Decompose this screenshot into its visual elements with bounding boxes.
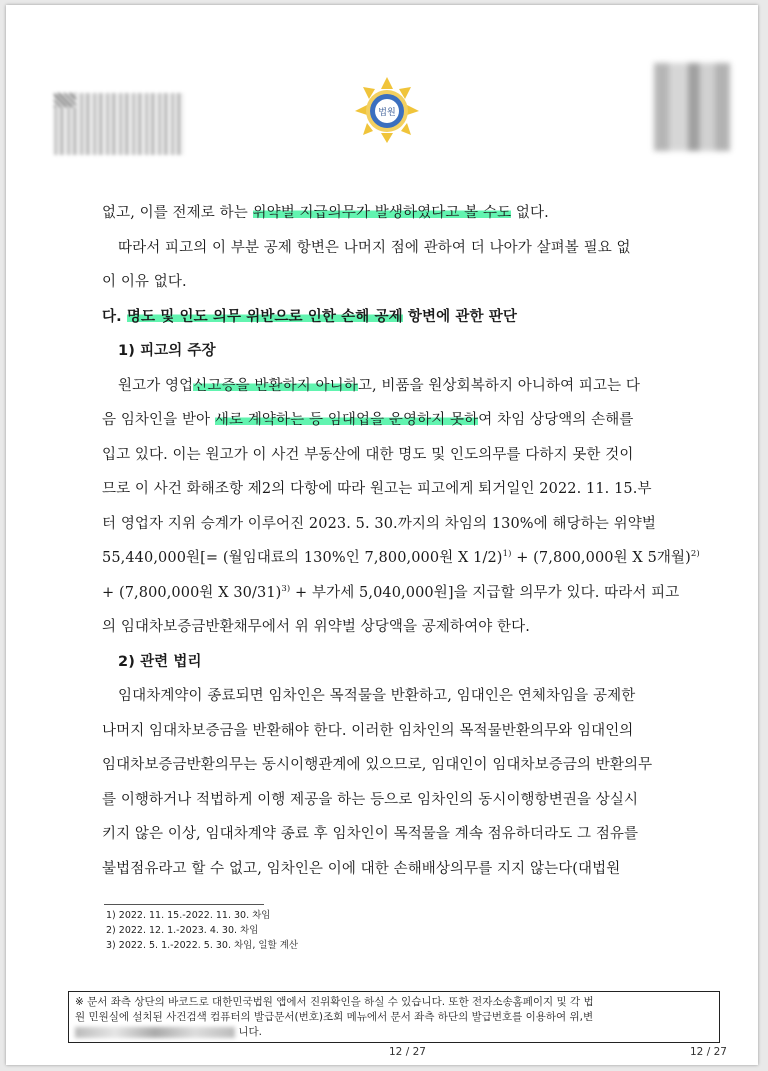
footnote-ref: 3) <box>281 583 291 594</box>
page-number-right: 12 / 27 <box>690 1046 727 1058</box>
paragraph-line: 따라서 피고의 이 부분 공제 항변은 나머지 점에 관하여 더 나아가 살펴볼 필요 없 <box>118 239 631 256</box>
paragraph-line: 원고가 영업신고증을 반환하지 아니하고, 비품을 원상회복하지 아니하여 피고는 다 <box>118 377 641 394</box>
paragraph-line: 입고 있다. 이는 원고가 이 사건 부동산에 대한 명도 및 인도의무를 다하지 못한 것이 <box>102 446 634 463</box>
barcode-blurred <box>54 93 184 155</box>
paragraph-line: 키지 않은 이상, 임대차계약 종료 후 임차인이 목적물을 계속 점유하더라도 그 점유를 <box>102 826 639 842</box>
body-text <box>102 196 700 886</box>
notice-line: 원 민원실에 설치된 사건검색 컴퓨터의 발급문서(번호)조회 메뉴에서 문서 좌측 하단의 발급번호를 이용하여 위,변 <box>75 1011 594 1023</box>
section-heading: 다. 명도 및 인도 의무 위반으로 인한 손해 공제 항변에 관한 판단 <box>102 308 517 325</box>
redacted-issue-number <box>75 1027 235 1038</box>
footnote-ref: 2) <box>690 549 700 560</box>
subsection-heading: 2) 관련 법리 <box>118 653 202 670</box>
verification-notice <box>68 991 720 1043</box>
footnotes <box>106 908 298 953</box>
court-seal-icon <box>353 75 421 145</box>
paragraph-line: 므로 이 사건 화해조항 제2의 다항에 따라 원고는 피고에게 퇴거일인 2022. 11. 15.부 <box>102 481 652 497</box>
footnote: 1) 2022. 11. 15.-2022. 11. 30. 차임 <box>106 910 271 921</box>
paragraph-line: 를 이행하거나 적법하게 이행 제공을 하는 등으로 임차인의 동시이행항변권을 상실시 <box>102 791 639 808</box>
notice-line: ※ 문서 좌측 상단의 바코드로 대한민국법원 앱에서 진위확인을 하실 수 있습니다. 또한 전자소송홈페이지 및 각 법 <box>75 996 594 1008</box>
page-number: 12 / 27 <box>389 1046 426 1058</box>
document-page <box>6 5 758 1065</box>
paragraph-line: 의 임대차보증금반환채무에서 위 위약벌 상당액을 공제하여야 한다. <box>102 619 530 635</box>
paragraph-line: 나머지 임대차보증금을 반환해야 한다. 이러한 임차인의 목적물반환의무와 임대인의 <box>102 722 634 739</box>
svg-text:법원: 법원 <box>378 108 396 118</box>
paragraph-line: + (7,800,000원 X 30/31)$^{3)}$ + 부가세 5,040,000원]을 지급할 의무가 있다. 따라서 피고 <box>102 583 680 601</box>
paragraph-line: 음 임차인을 받아 새로 계약하는 등 임대업을 운영하지 못하여 차임 상당액의 손해를 <box>102 412 634 428</box>
notice-line: 니다. <box>75 1025 713 1040</box>
footnote-divider <box>104 904 264 905</box>
paragraph-line: 임대차보증금반환의무는 동시이행관계에 있으므로, 임대인이 임대차보증금의 반환의무 <box>102 757 653 773</box>
subsection-heading: 1) 피고의 주장 <box>118 343 216 359</box>
paragraph-line: 불법점유라고 할 수 없고, 임차인은 이에 대한 손해배상의무를 지지 않는다(대법원 <box>102 860 621 877</box>
footnote: 3) 2022. 5. 1.-2022. 5. 30. 차임, 일할 계산 <box>106 940 299 951</box>
footnote-ref: 1) <box>502 549 512 560</box>
qr-code-blurred <box>654 63 730 151</box>
paragraph-line: 터 영업자 지위 승계가 이루어진 2023. 5. 30.까지의 차임의 130%에 해당하는 위약벌 <box>102 515 656 532</box>
paragraph-line: 없고, 이를 전제로 하는 위약벌 지급의무가 발생하였다고 볼 수도 없다. <box>102 205 549 221</box>
paragraph-line: 이 이유 없다. <box>102 274 187 290</box>
paragraph-line: 임대차계약이 종료되면 임차인은 목적물을 반환하고, 임대인은 연체차임을 공제한 <box>118 688 636 704</box>
paragraph-line: 55,440,000원[= (월임대료의 130%인 7,800,000원 X 1/2)$^{1)}$ + (7,800,000원 X 5개월)$^{2)}$ <box>102 549 700 566</box>
footnote: 2) 2022. 12. 1.-2023. 4. 30. 차임 <box>106 925 259 936</box>
